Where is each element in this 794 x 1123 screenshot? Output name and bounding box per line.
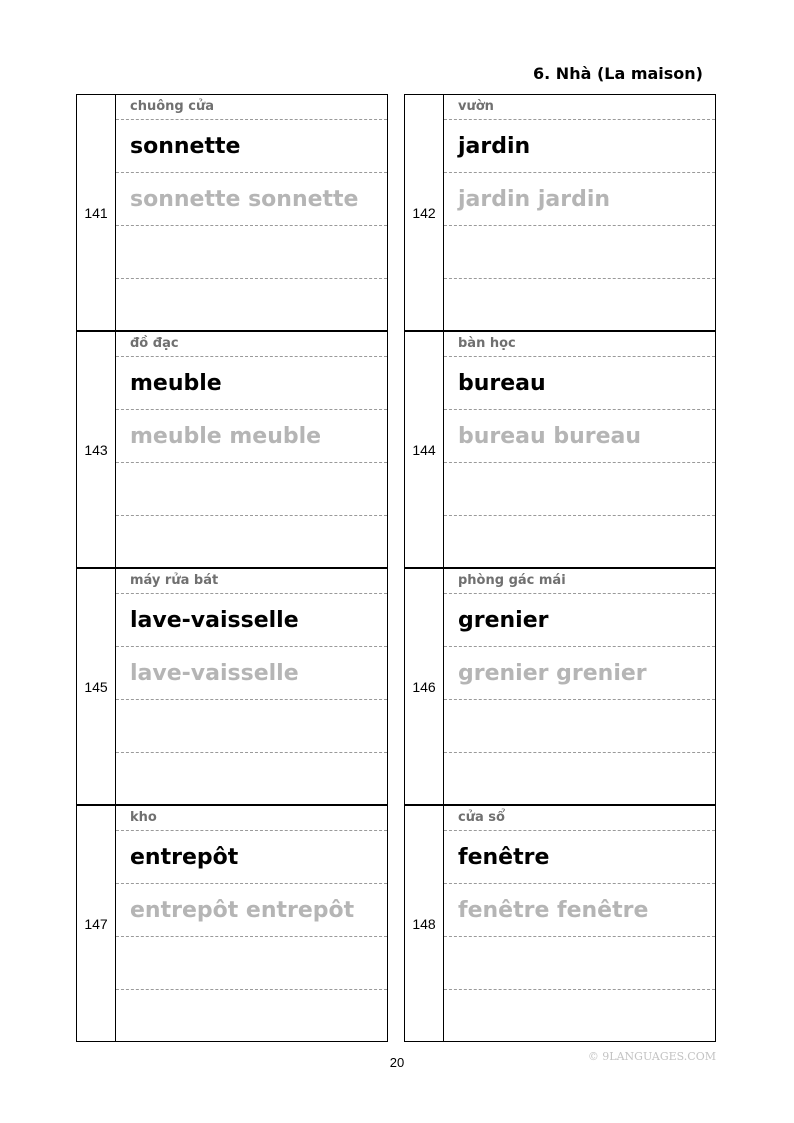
card-number-column [77,95,116,330]
vocab-card-142 [404,94,716,331]
writing-line [444,516,715,569]
copyright-notice: © 9LANGUAGES.COM [587,1050,716,1063]
card-number: 141 [84,205,108,221]
meaning-label: kho [116,806,387,831]
writing-line [444,937,715,990]
card-number-column [405,95,444,330]
card-number: 148 [412,916,436,932]
writing-line [116,279,387,332]
meaning-label: vườn [444,95,715,120]
vocab-card-148 [404,805,716,1042]
meaning-label: phòng gác mái [444,569,715,594]
card-number-column [77,806,116,1041]
card-number: 142 [412,205,436,221]
vocab-word: grenier [444,594,715,647]
vocab-word: jardin [444,120,715,173]
card-number: 143 [84,442,108,458]
vocab-card-146 [404,568,716,805]
card-number-column [77,569,116,804]
card-number-column [77,332,116,567]
vocab-word: meuble [116,357,387,410]
card-number: 146 [412,679,436,695]
meaning-label: máy rửa bát [116,569,387,594]
card-number: 145 [84,679,108,695]
vocab-card-145 [76,568,388,805]
meaning-label: bàn học [444,332,715,357]
writing-line [116,753,387,806]
writing-line [116,990,387,1043]
meaning-label: cửa sổ [444,806,715,831]
vocab-card-141 [76,94,388,331]
vocab-word: fenêtre [444,831,715,884]
vocab-word: sonnette [116,120,387,173]
vocab-card-147 [76,805,388,1042]
vocab-word: lave-vaisselle [116,594,387,647]
meaning-label: chuông cửa [116,95,387,120]
card-number: 144 [412,442,436,458]
trace-text: entrepôt entrepôt [116,884,387,937]
writing-line [444,700,715,753]
trace-text: meuble meuble [116,410,387,463]
vocab-card-143 [76,331,388,568]
card-number-column [405,569,444,804]
trace-text: bureau bureau [444,410,715,463]
writing-line [444,753,715,806]
writing-line [116,700,387,753]
writing-line [116,937,387,990]
trace-text: sonnette sonnette [116,173,387,226]
page-title: 6. Nhà (La maison) [533,64,703,83]
trace-text: grenier grenier [444,647,715,700]
writing-line [116,516,387,569]
meaning-label: đồ đạc [116,332,387,357]
writing-line [116,226,387,279]
trace-text: fenêtre fenêtre [444,884,715,937]
writing-line [444,463,715,516]
writing-line [444,990,715,1043]
page-number: 20 [389,1055,405,1070]
card-number-column [405,332,444,567]
writing-line [116,463,387,516]
trace-text: jardin jardin [444,173,715,226]
trace-text: lave-vaisselle [116,647,387,700]
writing-line [444,279,715,332]
card-number-column [405,806,444,1041]
vocab-word: entrepôt [116,831,387,884]
writing-line [444,226,715,279]
card-number: 147 [84,916,108,932]
vocab-card-144 [404,331,716,568]
vocab-word: bureau [444,357,715,410]
